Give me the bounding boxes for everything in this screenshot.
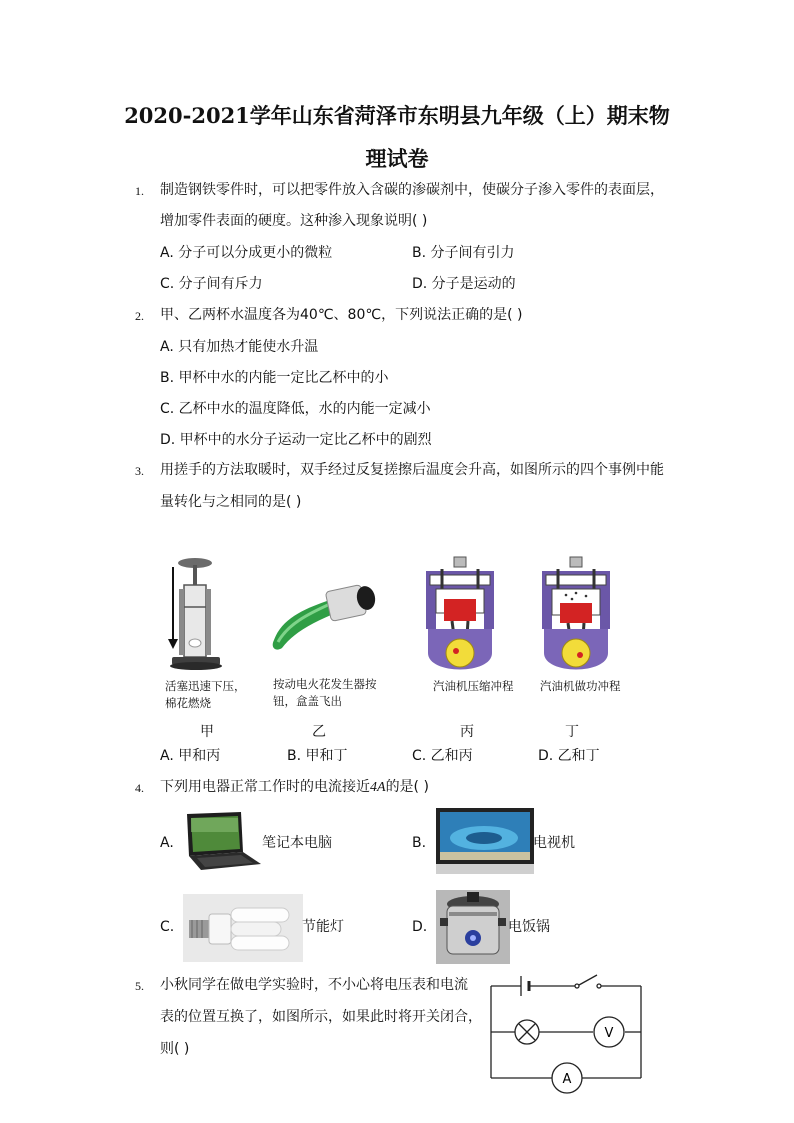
energy-saving-lamp-image[interactable] xyxy=(183,894,303,962)
television-image[interactable] xyxy=(436,808,534,874)
option-b-letter[interactable]: B. xyxy=(412,835,427,851)
compression-stroke-engine-image xyxy=(420,557,500,677)
question-text: 用搓手的方法取暖时，双手经过反复搓擦后温度会升高，如图所示的四个事例中能 xyxy=(160,462,664,478)
caption-line: 棉花燃烧 xyxy=(165,696,211,710)
option-d-text[interactable]: 电饭锅 xyxy=(508,919,550,935)
ammeter-label: A xyxy=(562,1072,572,1087)
lamp-symbol xyxy=(515,1020,539,1044)
voltmeter-label: V xyxy=(604,1026,614,1041)
exam-title-line1: 2020-2021学年山东省菏泽市东明县九年级（上）期末物 xyxy=(124,103,670,128)
option-c[interactable]: C. 乙杯中水的温度降低，水的内能一定减小 xyxy=(160,401,431,417)
power-stroke-engine-image xyxy=(536,557,616,677)
air-compression-apparatus-image xyxy=(162,555,232,675)
option-b[interactable]: B. 分子间有引力 xyxy=(412,245,515,261)
question-text: 增加零件表面的硬度。这种渗入现象说明( ) xyxy=(160,213,428,229)
option-b[interactable]: B. 甲和丁 xyxy=(287,748,348,764)
question-number: 2. xyxy=(135,309,144,323)
exam-title-line2: 理试卷 xyxy=(365,146,429,171)
option-b[interactable]: B. 甲杯中水的内能一定比乙杯中的小 xyxy=(160,370,389,386)
option-d-letter[interactable]: D. xyxy=(412,919,428,935)
question-text: 量转化与之相同的是( ) xyxy=(160,494,302,510)
question-number: 5. xyxy=(135,979,144,993)
option-a-letter[interactable]: A. xyxy=(160,835,174,851)
option-c-text[interactable]: 节能灯 xyxy=(302,919,344,935)
figure-label-yi: 乙 xyxy=(312,724,326,740)
question-text xyxy=(160,780,429,795)
option-c[interactable]: C. 分子间有斥力 xyxy=(160,276,263,292)
spark-generator-image xyxy=(268,578,383,658)
option-a-text[interactable]: 笔记本电脑 xyxy=(262,835,332,851)
question-number: 3. xyxy=(135,464,144,478)
question-number: 4. xyxy=(135,781,144,795)
current-value: 4A xyxy=(370,780,386,795)
question-text: 小秋同学在做电学实验时，不小心将电压表和电流 xyxy=(160,977,468,993)
option-a[interactable]: A. 分子可以分成更小的微粒 xyxy=(160,245,333,261)
rice-cooker-image[interactable] xyxy=(436,890,510,964)
option-a[interactable]: A. 只有加热才能使水升温 xyxy=(160,339,319,355)
question-number: 1. xyxy=(135,184,144,198)
caption-line: 按动电火花发生器按 xyxy=(273,677,377,691)
voltmeter-symbol xyxy=(594,1017,624,1047)
option-d[interactable]: D. 甲杯中的水分子运动一定比乙杯中的剧烈 xyxy=(160,432,432,448)
option-d[interactable]: D. 分子是运动的 xyxy=(412,276,516,292)
figure-label-ding: 丁 xyxy=(565,724,579,740)
question-text: 表的位置互换了，如图所示，如果此时将开关闭合， xyxy=(160,1009,482,1025)
ammeter-symbol xyxy=(552,1063,582,1093)
caption-jia xyxy=(165,678,246,712)
switch-blade xyxy=(579,975,597,985)
question-text: 甲、乙两杯水温度各为40℃、80℃，下列说法正确的是( ) xyxy=(160,307,523,323)
caption-line: 活塞迅速下压， xyxy=(165,679,246,693)
question-text-part: 的是( ) xyxy=(385,779,429,795)
option-c[interactable]: C. 乙和丙 xyxy=(412,748,473,764)
caption-ding: 汽油机做功冲程 xyxy=(540,679,621,693)
caption-yi xyxy=(273,676,377,710)
caption-line: 钮，盒盖飞出 xyxy=(273,694,342,708)
question-text-part: 下列用电器正常工作时的电流接近 xyxy=(160,779,370,795)
option-a[interactable]: A. 甲和丙 xyxy=(160,748,221,764)
question-text: 则( ) xyxy=(160,1041,190,1057)
laptop-image[interactable] xyxy=(183,810,263,872)
option-b-text[interactable]: 电视机 xyxy=(533,835,575,851)
question-text: 制造钢铁零件时，可以把零件放入含碳的渗碳剂中，使碳分子渗入零件的表面层， xyxy=(160,182,664,198)
option-c-letter[interactable]: C. xyxy=(160,919,175,935)
circuit-diagram xyxy=(485,972,647,1090)
figure-label-bing: 丙 xyxy=(460,724,474,740)
option-d[interactable]: D. 乙和丁 xyxy=(538,748,600,764)
figure-label-jia: 甲 xyxy=(200,724,214,740)
caption-bing: 汽油机压缩冲程 xyxy=(433,679,514,693)
